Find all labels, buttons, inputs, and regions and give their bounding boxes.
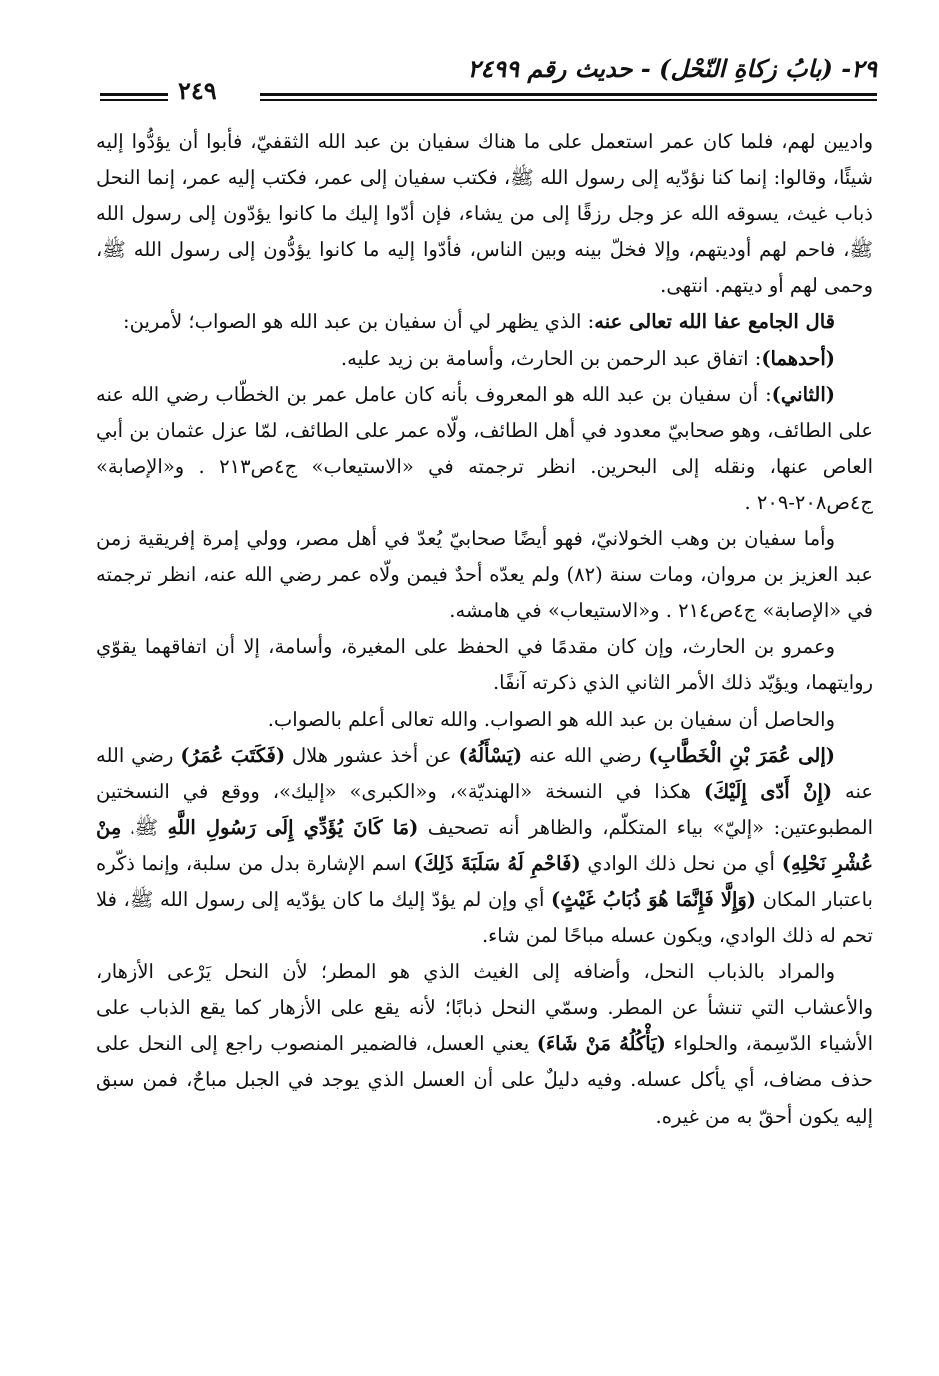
hadith-quote: (وَإِلَّا فَإِنَّمَا هُوَ ذُبَابُ غَيْثٍ) [550,887,757,911]
text-run: والحاصل أن سفيان بن عبد الله هو الصواب. والله تعالى أعلم بالصواب. [267,707,835,731]
paragraph [96,304,873,340]
paragraph [96,629,873,701]
text-run: : اتفاق عبد الرحمن بن الحارث، وأسامة بن زيد عليه. [340,346,762,370]
text-run: يعني العسل، فالضمير المنصوب راجع إلى النحل على حذف مضاف، أي يأكل عسله. وفيه دليلٌ على أن العسل الذي يوجد في الجبل مباحٌ، فمن سبق إليه يكون أحقّ به من غيره. [96,1032,873,1128]
paragraph [96,954,873,1134]
text-run: رضي الله عنه [522,743,649,767]
hadith-quote: (إِنْ أَدّى إِلَيْكَ) [703,779,833,803]
hadith-quote: (فَكَتَبَ عُمَرُ) [180,743,286,767]
text-run: وعمرو بن الحارث، وإن كان مقدمًا في الحفظ على المغيرة، وأسامة، إلا أن اتفاقهما يقوّي روايتهما، ويؤيّد ذلك الأمر الثاني الذي ذكرته آنفًا. [96,635,873,695]
header-rule [260,93,877,96]
paragraph [96,702,873,738]
hadith-quote: (إلى عُمَرَ بْنِ الْخَطَّابِ) [648,743,835,767]
paragraph [96,124,873,304]
text-run: أي من نحل ذلك الوادي [580,851,782,875]
chapter-title: ٢٩- (بابُ زكاةِ النّحْل) - حديث رقم ٢٤٩٩ [467,54,877,83]
hadith-quote: (يَسْأَلُهُ) [458,743,523,767]
text-run: ﷺ، [121,815,168,839]
text-run: أي وإن لم يؤدّ إليك ما كان يؤدّيه إلى رسول الله ﷺ، فلا تحم له ذلك الوادي، ويكون عسله مباحًا لمن شاء. [96,887,873,948]
header-rule [100,99,168,101]
text-run: عن أخذ عشور هلال [285,743,459,767]
page-number: ٢٤٩ [178,76,217,105]
hadith-quote: (فَاحْمِ لَهُ سَلَبَةَ ذَلِكَ) [413,851,581,875]
page-body [96,124,873,1135]
text-run: هكذا في النسخة «الهنديّة»، و«الكبرى» «إليك»، ووقع في النسختين المطبوعتين: «إليّ» بياء المتكلّم، والظاهر أنه تصحيف [96,779,873,839]
text-run: واديين لهم، فلما كان عمر استعمل على ما هناك سفيان بن عبد الله الثقفيّ، فأبوا أن يؤدُّوا إليه شيئًا، وقالوا: إنما كنا نؤدّيه إلى رسول الله ﷺ، فكتب سفيان إلى عمر، فكتب إليه عمر، إنما النحل ذباب غيث، يسوقه الله عز وجل رزقًا إلى من يشاء، فإن أدّوا إليك ما كانوا يؤدّون إلى رسول الله ﷺ، فاحم لهم أوديتهم، وإلا فخلّ بينه وبين الناس، فأدّوا إليه ما كانوا يؤدُّون إلى رسول الله ﷺ، وحمى لهم أو ديتهم. انتهى. [96,130,873,298]
paragraph [96,341,873,377]
header-rule [260,99,877,101]
paragraph [96,521,873,629]
text-run: رضي الله عنه [96,743,874,803]
hadith-quote: مِنْ عُشْرِ نَحْلِهِ) [96,815,874,875]
text-run: وأما سفيان بن وهب الخولانيّ، فهو أيضًا صحابيّ يُعدّ في أهل مصر، وولي إمرة إفريقية زمن عبد العزيز بن مروان، ومات سنة (٨٢) ولم يعدّه أحدٌ فيمن ولّاه عمر رضي الله عنه، انظر ترجمته في «الإصابة» ج٤ص٢١٤ . و«الاستيعاب» في هامشه. [96,527,873,623]
paragraph [96,377,873,521]
text-run: : الذي يظهر لي أن سفيان بن عبد الله هو الصواب؛ لأمرين: [123,310,595,334]
author-note-heading: قال الجامع عفا الله تعالى عنه [594,310,835,334]
hadith-quote: (مَا كَانَ يُؤَدِّي إِلَى رَسُولِ اللَّهِ [167,815,419,839]
hadith-quote: (يَأْكُلُهُ مَنْ شَاءَ) [536,1032,666,1056]
point-heading: (الثاني) [771,382,835,406]
running-header [100,52,877,104]
paragraph [96,738,873,955]
point-heading: (أحدهما) [761,346,835,370]
header-rule [100,93,168,96]
text-run: : أن سفيان بن عبد الله هو المعروف بأنه كان عامل عمر بن الخطّاب رضي الله عنه على الطائف، وهو صحابيّ معدود في أهل الطائف، ولّاه عمر على الطائف، لمّا عزل عثمان بن أبي العاص عنها، ونقله إلى البحرين. انظر ترجمته في «الاستيعاب» ج٤ص٢١٣ . و«الإصابة» ج٤ص٢٠٨-٢٠٩ . [96,382,873,514]
text-run: والمراد بالذباب النحل، وأضافه إلى الغيث الذي هو المطر؛ لأن النحل يَرْعى الأزهار، والأعشاب التي تنشأ عن المطر. وسمّي النحل ذبابًا؛ لأنه يقع على الأزهار كما يقع الذباب على الأشياء الدّسِمة، والحلواء [96,960,873,1056]
text-run: اسم الإشارة بدل من سلبة، وإنما ذكّره باعتبار المكان [96,851,873,911]
